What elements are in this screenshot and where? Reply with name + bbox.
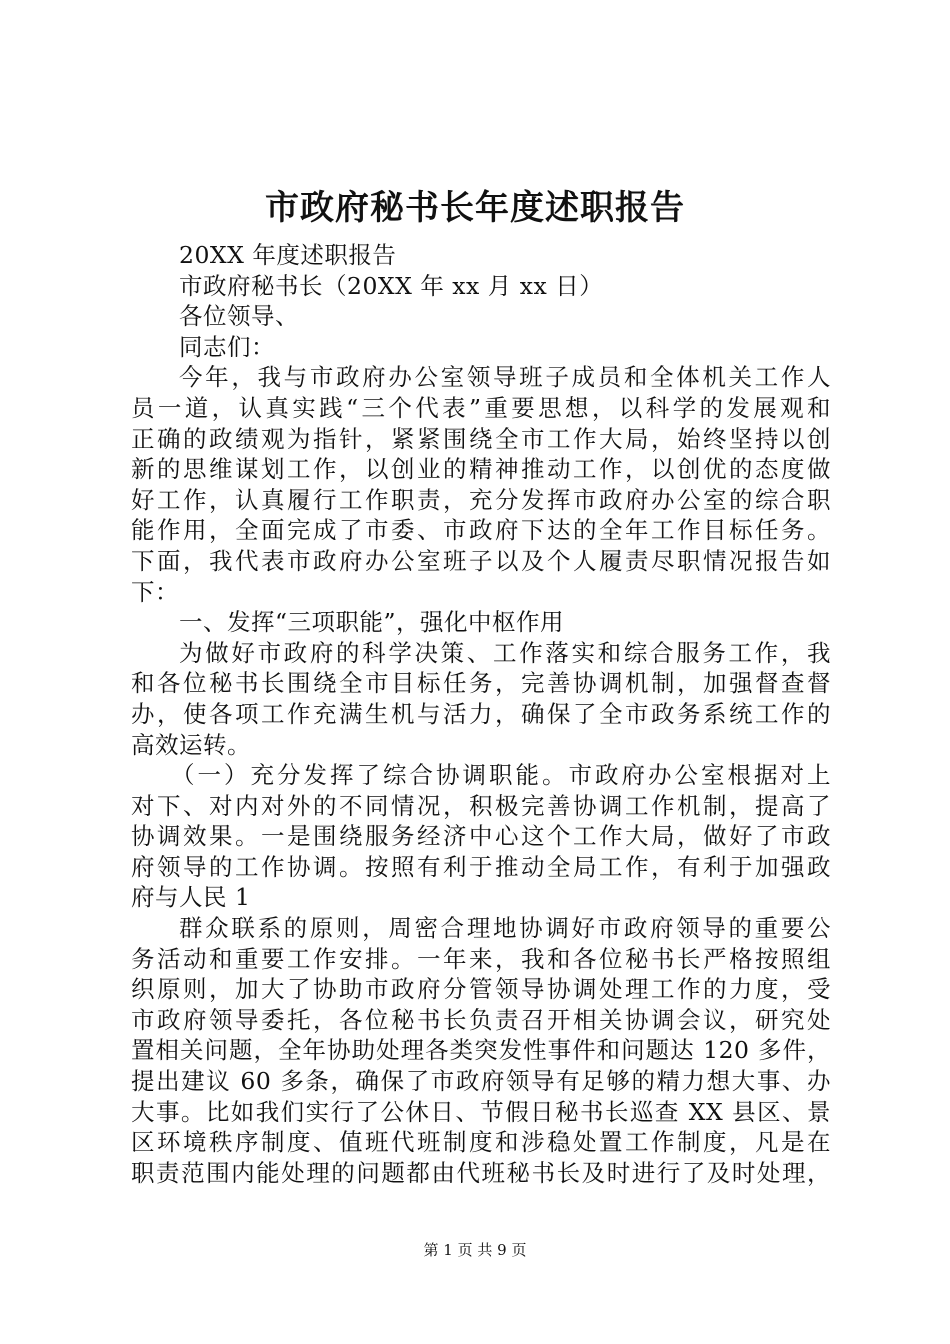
text-line: 置相关问题，全年协助处理各类突发性事件和问题达 120 多件， bbox=[131, 1036, 831, 1065]
text-line: 新的思维谋划工作，以创业的精神推动工作，以创优的态度做 bbox=[131, 455, 831, 484]
text-line: 20XX 年度述职报告 bbox=[179, 241, 397, 269]
text-line: 今年，我与市政府办公室领导班子成员和全体机关工作人 bbox=[179, 363, 831, 392]
text-line: 协调效果。一是围绕服务经济中心这个工作大局，做好了市政 bbox=[131, 822, 831, 851]
text-line: 织原则，加大了协助市政府分管领导协调处理工作的力度，受 bbox=[131, 975, 831, 1004]
text-line: 和各位秘书长围绕全市目标任务，完善协调机制，加强督查督 bbox=[131, 669, 831, 698]
text-line: 能作用，全面完成了市委、市政府下达的全年工作目标任务。 bbox=[131, 516, 831, 545]
document-title: 市政府秘书长年度述职报告 bbox=[265, 188, 685, 228]
text-line: 好工作，认真履行工作职责，充分发挥市政府办公室的综合职 bbox=[131, 485, 831, 514]
text-line: 同志们： bbox=[179, 332, 275, 361]
text-line: 市政府秘书长（20XX 年 xx 月 xx 日） bbox=[179, 271, 604, 300]
text-line: 下： bbox=[131, 577, 179, 606]
text-line: 对下、对内对外的不同情况，积极完善协调工作机制，提高了 bbox=[131, 791, 831, 820]
text-line: （一）充分发挥了综合协调职能。市政府办公室根据对上 bbox=[171, 761, 831, 790]
text-line: 府与人民 1 bbox=[131, 883, 251, 912]
text-line: 大事。比如我们实行了公休日、节假日秘书长巡查 XX 县区、景 bbox=[131, 1097, 831, 1126]
text-line: 下面，我代表市政府办公室班子以及个人履责尽职情况报告如 bbox=[131, 546, 831, 575]
text-line: 为做好市政府的科学决策、工作落实和综合服务工作，我 bbox=[179, 638, 831, 667]
text-line: 职责范围内能处理的问题都由代班秘书长及时进行了及时处理， bbox=[131, 1158, 831, 1187]
text-line: 区环境秩序制度、值班代班制度和涉稳处置工作制度，凡是在 bbox=[131, 1128, 831, 1157]
text-line: 群众联系的原则，周密合理地协调好市政府领导的重要公 bbox=[179, 914, 831, 943]
text-line: 各位领导、 bbox=[179, 302, 299, 331]
text-line: 员一道，认真实践“三个代表”重要思想，以科学的发展观和 bbox=[131, 393, 831, 422]
text-line: 市政府领导委托，各位秘书长负责召开相关协调会议，研究处 bbox=[131, 1005, 831, 1034]
text-line: 正确的政绩观为指针，紧紧围绕全市工作大局，始终坚持以创 bbox=[131, 424, 831, 453]
text-line: 一、发挥“三项职能”，强化中枢作用 bbox=[179, 608, 565, 637]
page-number-footer: 第 1 页 共 9 页 bbox=[423, 1241, 527, 1259]
document-body bbox=[131, 240, 831, 1188]
text-line: 高效运转。 bbox=[131, 730, 251, 759]
text-line: 办，使各项工作充满生机与活力，确保了全市政务系统工作的 bbox=[131, 699, 831, 728]
text-line: 提出建议 60 多条，确保了市政府领导有足够的精力想大事、办 bbox=[131, 1067, 831, 1096]
text-line: 府领导的工作协调。按照有利于推动全局工作，有利于加强政 bbox=[131, 852, 831, 881]
text-line: 务活动和重要工作安排。一年来，我和各位秘书长严格按照组 bbox=[131, 944, 831, 973]
